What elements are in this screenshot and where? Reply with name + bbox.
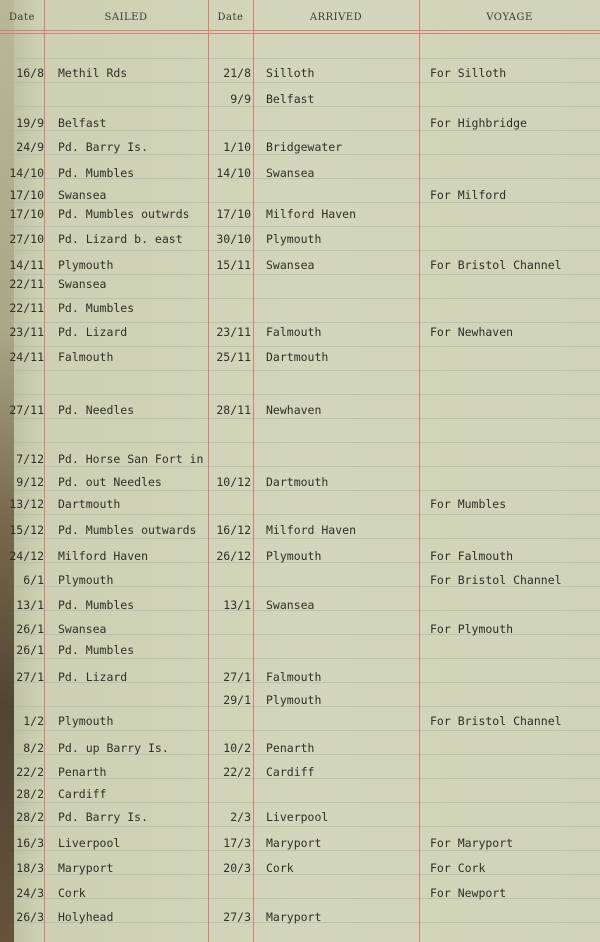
entry-arrived: Plymouth xyxy=(266,232,322,246)
entry-voyage: For Bristol Channel xyxy=(430,714,562,728)
entry-sailed: Swansea xyxy=(58,277,107,291)
entry-sd: 13/12 xyxy=(9,497,44,511)
entry-sd: 6/1 xyxy=(23,573,44,587)
entry-voyage: For Bristol Channel xyxy=(430,573,562,587)
entry-sd: 26/1 xyxy=(16,622,44,636)
entry-sailed: Swansea xyxy=(58,188,107,202)
entry-ad: 17/3 xyxy=(223,836,251,850)
ruled-line xyxy=(0,490,600,491)
entry-sailed: Pd. Mumbles outwards xyxy=(58,523,197,537)
ruled-line xyxy=(0,154,600,155)
entry-sailed: Liverpool xyxy=(58,836,121,850)
header-arrived: ARRIVED xyxy=(309,12,363,23)
entry-sd: 15/12 xyxy=(9,523,44,537)
entry-sd: 24/9 xyxy=(16,140,44,154)
entry-arrived: Swansea xyxy=(266,598,315,612)
entry-sailed: Pd. Mumbles xyxy=(58,166,135,180)
ruled-line xyxy=(0,538,600,539)
ruled-line xyxy=(0,298,600,299)
entry-sailed: Pd. Mumbles xyxy=(58,643,135,657)
entry-sd: 28/2 xyxy=(16,810,44,824)
ruled-line xyxy=(0,466,600,467)
entry-voyage: For Silloth xyxy=(430,66,507,80)
ruled-line xyxy=(0,898,600,899)
entry-sd: 17/10 xyxy=(9,207,44,221)
entry-sd: 24/12 xyxy=(9,549,44,563)
entry-sailed: Plymouth xyxy=(58,258,114,272)
entry-sd: 8/2 xyxy=(23,741,44,755)
entry-voyage: For Newport xyxy=(430,886,507,900)
entry-ad: 26/12 xyxy=(216,549,251,563)
entry-sailed: Holyhead xyxy=(58,910,114,924)
entry-sd: 14/10 xyxy=(9,166,44,180)
ruled-line xyxy=(0,514,600,515)
entry-sd: 17/10 xyxy=(9,188,44,202)
column-rule-date2 xyxy=(253,0,254,942)
entry-arrived: Falmouth xyxy=(266,325,322,339)
ruled-line xyxy=(0,418,600,419)
entry-ad: 10/12 xyxy=(216,475,251,489)
entry-sailed: Maryport xyxy=(58,861,114,875)
entry-sd: 28/2 xyxy=(16,787,44,801)
entry-sailed: Pd. Lizard xyxy=(58,325,128,339)
entry-sailed: Pd. up Barry Is. xyxy=(58,741,169,755)
ruled-line xyxy=(0,322,600,323)
entry-ad: 1/10 xyxy=(223,140,251,154)
entry-sd: 22/2 xyxy=(16,765,44,779)
entry-sailed: Pd. out Needles xyxy=(58,475,162,489)
entry-sailed: Cardiff xyxy=(58,787,107,801)
entry-sailed: Pd. Barry Is. xyxy=(58,810,149,824)
header-sailed: SAILED xyxy=(104,12,148,23)
entry-arrived: Dartmouth xyxy=(266,475,329,489)
ruled-line xyxy=(0,442,600,443)
entry-sd: 27/10 xyxy=(9,232,44,246)
ruled-line xyxy=(0,658,600,659)
entry-voyage: For Maryport xyxy=(430,836,514,850)
entry-sd: 27/11 xyxy=(9,403,44,417)
ruled-line xyxy=(0,274,600,275)
entry-arrived: Penarth xyxy=(266,741,315,755)
entry-arrived: Dartmouth xyxy=(266,350,329,364)
ruled-line xyxy=(0,130,600,131)
entry-sd: 23/11 xyxy=(9,325,44,339)
entry-sailed: Penarth xyxy=(58,765,107,779)
entry-ad: 30/10 xyxy=(216,232,251,246)
entry-ad: 17/10 xyxy=(216,207,251,221)
entry-sd: 18/3 xyxy=(16,861,44,875)
entry-arrived: Maryport xyxy=(266,910,322,924)
entry-voyage: For Falmouth xyxy=(430,549,514,563)
entry-sailed: Swansea xyxy=(58,622,107,636)
entry-arrived: Swansea xyxy=(266,166,315,180)
entry-sd: 13/1 xyxy=(16,598,44,612)
entry-arrived: Newhaven xyxy=(266,403,322,417)
entry-arrived: Bridgewater xyxy=(266,140,343,154)
entry-sailed: Plymouth xyxy=(58,573,114,587)
entry-sailed: Belfast xyxy=(58,116,107,130)
entry-ad: 27/3 xyxy=(223,910,251,924)
entry-ad: 23/11 xyxy=(216,325,251,339)
entry-ad: 13/1 xyxy=(223,598,251,612)
entry-ad: 9/9 xyxy=(230,92,251,106)
entry-voyage: For Bristol Channel xyxy=(430,258,562,272)
entry-arrived: Milford Haven xyxy=(266,207,357,221)
entry-ad: 22/2 xyxy=(223,765,251,779)
entry-sd: 22/11 xyxy=(9,301,44,315)
entry-sd: 16/3 xyxy=(16,836,44,850)
ruled-line xyxy=(0,826,600,827)
entry-voyage: For Mumbles xyxy=(430,497,507,511)
header-rule xyxy=(0,30,600,31)
entry-ad: 25/11 xyxy=(216,350,251,364)
ruled-line xyxy=(0,106,600,107)
column-rule-arrived xyxy=(419,0,420,942)
header-date-arrived: Date xyxy=(217,12,244,23)
header-voyage: VOYAGE xyxy=(486,12,533,23)
entry-ad: 28/11 xyxy=(216,403,251,417)
entry-ad: 16/12 xyxy=(216,523,251,537)
ruled-line xyxy=(0,802,600,803)
entry-sd: 27/1 xyxy=(16,670,44,684)
entry-ad: 21/8 xyxy=(223,66,251,80)
entry-ad: 29/1 xyxy=(223,693,251,707)
entry-sd: 26/1 xyxy=(16,643,44,657)
entry-sd: 24/3 xyxy=(16,886,44,900)
entry-ad: 15/11 xyxy=(216,258,251,272)
entry-sd: 1/2 xyxy=(23,714,44,728)
entry-arrived: Cork xyxy=(266,861,294,875)
header-date-sailed: Date xyxy=(9,12,35,23)
entry-arrived: Liverpool xyxy=(266,810,329,824)
entry-arrived: Plymouth xyxy=(266,549,322,563)
entry-sailed: Pd. Lizard b. east xyxy=(58,232,183,246)
entry-arrived: Plymouth xyxy=(266,693,322,707)
entry-sailed: Cork xyxy=(58,886,86,900)
entry-sd: 26/3 xyxy=(16,910,44,924)
entry-sailed: Dartmouth xyxy=(58,497,121,511)
ruled-line xyxy=(0,58,600,59)
entry-voyage: For Highbridge xyxy=(430,116,527,130)
entry-sailed: Pd. Lizard xyxy=(58,670,128,684)
ruled-line xyxy=(0,226,600,227)
entry-arrived: Maryport xyxy=(266,836,322,850)
ruled-line xyxy=(0,82,600,83)
entry-ad: 10/2 xyxy=(223,741,251,755)
entry-arrived: Belfast xyxy=(266,92,315,106)
entry-sailed: Pd. Mumbles outwrds xyxy=(58,207,190,221)
entry-voyage: For Cork xyxy=(430,861,486,875)
entry-sd: 24/11 xyxy=(9,350,44,364)
entry-sailed: Plymouth xyxy=(58,714,114,728)
ruled-line xyxy=(0,346,600,347)
entry-sailed: Pd. Horse San Fort in xyxy=(58,452,204,466)
entry-ad: 2/3 xyxy=(230,810,251,824)
ruled-line xyxy=(0,370,600,371)
entry-sailed: Pd. Mumbles xyxy=(58,598,135,612)
entry-sailed: Pd. Barry Is. xyxy=(58,140,149,154)
entry-sailed: Methil Rds xyxy=(58,66,128,80)
entry-ad: 20/3 xyxy=(223,861,251,875)
entry-voyage: For Plymouth xyxy=(430,622,514,636)
entry-ad: 27/1 xyxy=(223,670,251,684)
column-rule-date1 xyxy=(44,0,45,942)
ruled-line xyxy=(0,202,600,203)
entry-arrived: Cardiff xyxy=(266,765,315,779)
entry-ad: 14/10 xyxy=(216,166,251,180)
entry-sd: 7/12 xyxy=(16,452,44,466)
header-rule-double xyxy=(0,33,600,34)
entry-voyage: For Newhaven xyxy=(430,325,514,339)
entry-sailed: Pd. Needles xyxy=(58,403,135,417)
ruled-line xyxy=(0,850,600,851)
entry-sd: 14/11 xyxy=(9,258,44,272)
entry-arrived: Milford Haven xyxy=(266,523,357,537)
entry-arrived: Falmouth xyxy=(266,670,322,684)
entry-sailed: Milford Haven xyxy=(58,549,149,563)
entry-arrived: Swansea xyxy=(266,258,315,272)
ruled-line xyxy=(0,730,600,731)
entry-sd: 9/12 xyxy=(16,475,44,489)
entry-sd: 19/9 xyxy=(16,116,44,130)
entry-voyage: For Milford xyxy=(430,188,507,202)
entry-sailed: Falmouth xyxy=(58,350,114,364)
entry-arrived: Silloth xyxy=(266,66,315,80)
ruled-line xyxy=(0,250,600,251)
ruled-line xyxy=(0,394,600,395)
entry-sailed: Pd. Mumbles xyxy=(58,301,135,315)
entry-sd: 16/8 xyxy=(16,66,44,80)
entry-sd: 22/11 xyxy=(9,277,44,291)
